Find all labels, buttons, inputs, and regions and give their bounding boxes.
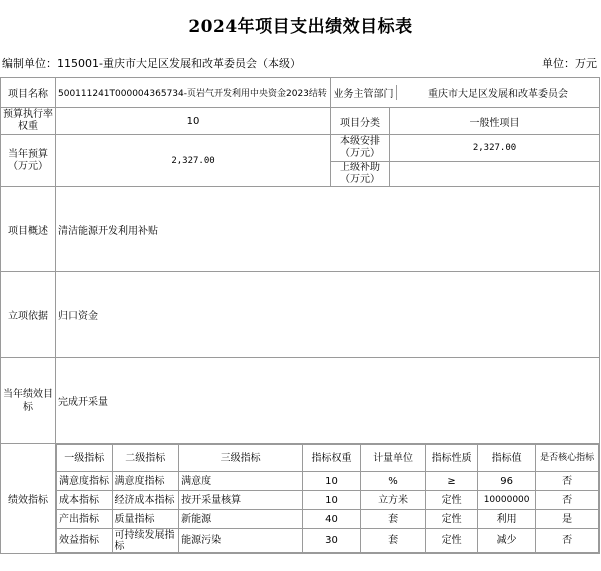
perf-cell: 满意度 bbox=[179, 472, 303, 491]
perf-row bbox=[57, 510, 599, 529]
perf-header-core: 是否核心指标 bbox=[536, 445, 599, 472]
perf-cell: 成本指标 bbox=[57, 491, 113, 510]
perf-cell: 可持续发展指标 bbox=[112, 529, 179, 553]
page-title: 2024年项目支出绩效目标表 bbox=[188, 17, 413, 37]
budget-label: 当年预算（万元） bbox=[1, 135, 56, 187]
project-name-value: 500111241T000004365734-页岩气开发利用中央资金2023结转 bbox=[56, 78, 331, 108]
basis-value: 归口资金 bbox=[56, 272, 600, 358]
goal-label: 当年绩效目标 bbox=[1, 358, 56, 444]
weight-value: 10 bbox=[56, 108, 331, 135]
row-overview bbox=[1, 187, 600, 272]
overview-value: 清洁能源开发利用补贴 bbox=[56, 187, 600, 272]
perf-header-weight: 指标权重 bbox=[303, 445, 361, 472]
project-name-label: 项目名称 bbox=[1, 78, 56, 108]
perf-header-unit: 计量单位 bbox=[360, 445, 426, 472]
level-label: 本级安排（万元） bbox=[331, 135, 390, 162]
org-info bbox=[2, 52, 301, 76]
perf-header-value: 指标值 bbox=[477, 445, 536, 472]
perf-cell: 利用 bbox=[477, 510, 536, 529]
dept-value: 重庆市大足区发展和改革委员会 bbox=[428, 89, 568, 100]
perf-cell: 是 bbox=[536, 510, 599, 529]
perf-cell: 满意度指标 bbox=[57, 472, 113, 491]
overview-label: 项目概述 bbox=[1, 187, 56, 272]
perf-cell: 定性 bbox=[426, 491, 477, 510]
weight-label: 预算执行率权重 bbox=[1, 108, 56, 135]
perf-cell: ≥ bbox=[426, 472, 477, 491]
perf-row bbox=[57, 491, 599, 510]
perf-cell: 套 bbox=[360, 529, 426, 553]
level-value: 2,327.00 bbox=[390, 135, 600, 162]
perf-cell: 效益指标 bbox=[57, 529, 113, 553]
perf-cell: 10000000 bbox=[477, 491, 536, 510]
perf-cell: 定性 bbox=[426, 510, 477, 529]
row-budget bbox=[1, 135, 600, 162]
perf-label: 绩效指标 bbox=[1, 444, 56, 554]
budget-value: 2,327.00 bbox=[56, 135, 331, 187]
perf-cell: 减少 bbox=[477, 529, 536, 553]
currency-unit: 单位：万元 bbox=[542, 57, 597, 70]
perf-row bbox=[57, 472, 599, 491]
perf-header-level1: 一级指标 bbox=[57, 445, 113, 472]
perf-cell: 定性 bbox=[426, 529, 477, 553]
perf-cell: 经济成本指标 bbox=[112, 491, 179, 510]
upper-value bbox=[390, 162, 600, 187]
perf-header-level2: 二级指标 bbox=[112, 445, 179, 472]
row-weight bbox=[1, 108, 600, 135]
perf-header-row bbox=[57, 445, 599, 472]
upper-label: 上级补助（万元） bbox=[331, 162, 390, 187]
category-label: 项目分类 bbox=[331, 108, 390, 135]
perf-cell: 30 bbox=[303, 529, 361, 553]
perf-cell: 能源污染 bbox=[179, 529, 303, 553]
perf-cell: % bbox=[360, 472, 426, 491]
perf-indicators-table bbox=[56, 444, 599, 553]
perf-cell: 套 bbox=[360, 510, 426, 529]
row-project-name bbox=[1, 78, 600, 108]
perf-cell: 立方米 bbox=[360, 491, 426, 510]
perf-header-nature: 指标性质 bbox=[426, 445, 477, 472]
perf-cell: 质量指标 bbox=[112, 510, 179, 529]
perf-row bbox=[57, 529, 599, 553]
perf-cell: 10 bbox=[303, 472, 361, 491]
perf-header-level3: 三级指标 bbox=[179, 445, 303, 472]
row-basis bbox=[1, 272, 600, 358]
perf-cell: 按开采量核算 bbox=[179, 491, 303, 510]
row-goal bbox=[1, 358, 600, 444]
perf-cell: 新能源 bbox=[179, 510, 303, 529]
row-perf bbox=[1, 444, 600, 554]
goal-value: 完成开采量 bbox=[56, 358, 600, 444]
perf-cell: 40 bbox=[303, 510, 361, 529]
perf-cell: 96 bbox=[477, 472, 536, 491]
perf-cell: 否 bbox=[536, 491, 599, 510]
org-value: 115001-重庆市大足区发展和改革委员会（本级） bbox=[57, 57, 301, 70]
performance-table bbox=[0, 77, 600, 554]
dept-label: 业务主管部门 bbox=[331, 85, 397, 100]
perf-cell: 满意度指标 bbox=[112, 472, 179, 491]
category-value: 一般性项目 bbox=[390, 108, 600, 135]
perf-cell: 10 bbox=[303, 491, 361, 510]
perf-cell: 否 bbox=[536, 472, 599, 491]
perf-cell: 产出指标 bbox=[57, 510, 113, 529]
basis-label: 立项依据 bbox=[1, 272, 56, 358]
org-label: 编制单位： bbox=[2, 57, 57, 70]
perf-cell: 否 bbox=[536, 529, 599, 553]
